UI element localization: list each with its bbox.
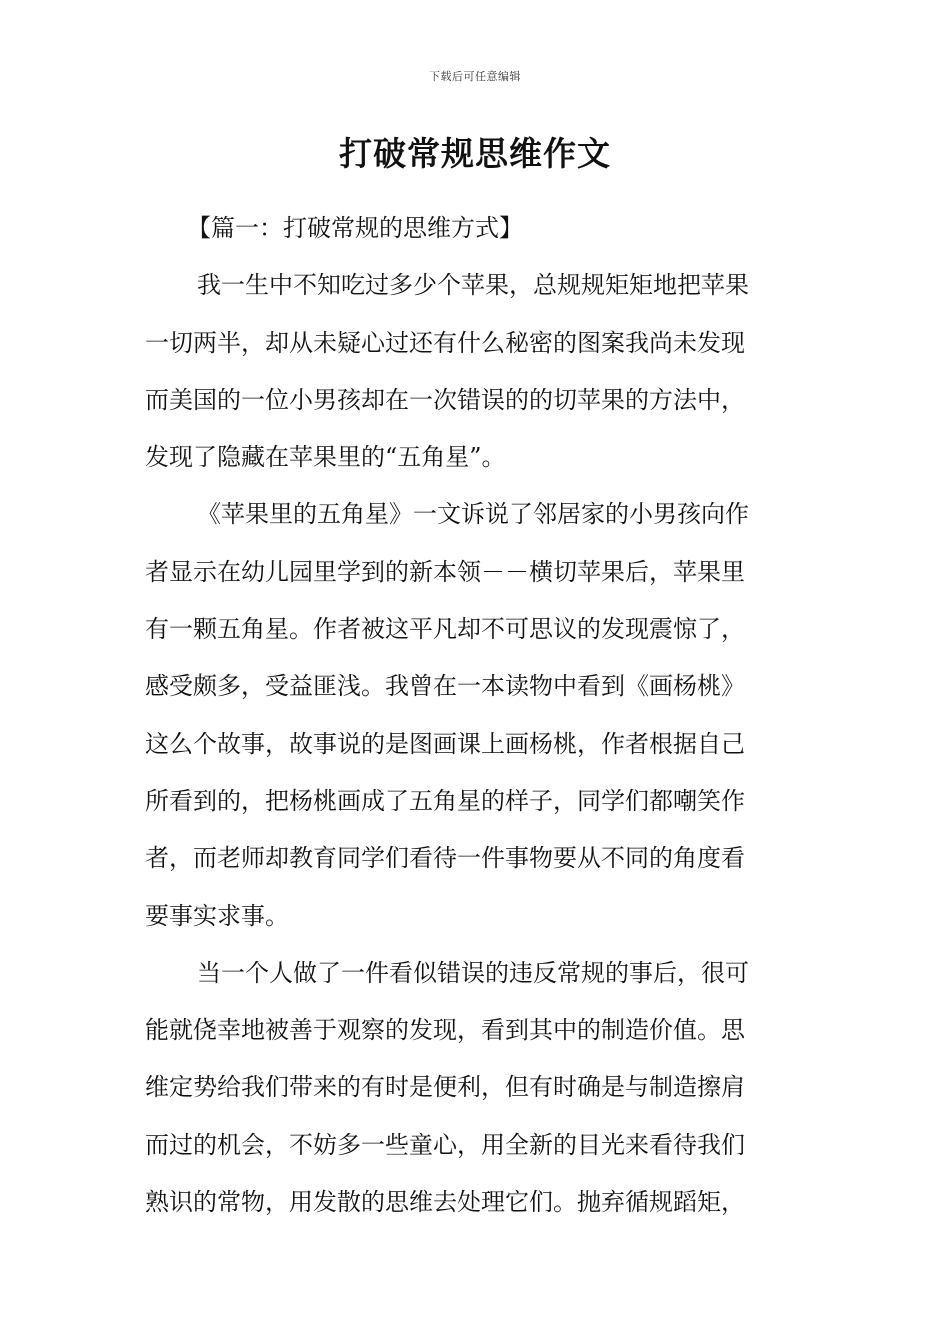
section-heading: 【篇一：打破常规的思维方式】 — [187, 214, 523, 242]
text-line: 熟识的常物，用发散的思维去处理它们。抛弃循规蹈矩， — [145, 1188, 745, 1217]
text-line: 而美国的一位小男孩却在一次错误的的切苹果的方法中， — [145, 385, 745, 414]
document-title: 打破常规思维作文 — [339, 134, 611, 173]
paragraph — [145, 486, 807, 944]
paragraph — [145, 257, 807, 486]
text-line: 能就侥幸地被善于观察的发现，看到其中的制造价值。思 — [145, 1016, 745, 1045]
text-line: 所看到的，把杨桃画成了五角星的样子，同学们都嘲笑作 — [145, 786, 745, 815]
text-line: 感受颇多，受益匪浅。我曾在一本读物中看到《画杨桃》 — [145, 672, 745, 701]
text-line: 维定势给我们带来的有时是便利，但有时确是与制造擦肩 — [145, 1073, 745, 1102]
text-line: 一切两半，却从未疑心过还有什么秘密的图案我尚未发现 — [145, 328, 745, 357]
text-line: 而过的机会，不妨多一些童心，用全新的目光来看待我们 — [145, 1130, 745, 1159]
text-line: 要事实求事。 — [145, 901, 289, 930]
text-line: 者，而老师却教育同学们看待一件事物要从不同的角度看 — [145, 844, 745, 873]
text-line: 有一颗五角星。作者被这平凡却不可思议的发现震惊了， — [145, 615, 745, 644]
document-body — [145, 200, 807, 1231]
paragraph — [145, 945, 807, 1231]
header-note: 下载后可任意编辑 — [429, 70, 521, 83]
text-line: 这么个故事，故事说的是图画课上画杨桃，作者根据自己 — [145, 729, 745, 758]
text-line: 发现了隐藏在苹果里的“五角星”。 — [145, 443, 506, 472]
text-line: 《苹果里的五角星》一文诉说了邻居家的小男孩向作 — [197, 500, 749, 529]
text-line: 者显示在幼儿园里学到的新本领－－横切苹果后，苹果里 — [145, 557, 745, 586]
text-line: 当一个人做了一件看似错误的违反常规的事后，很可 — [197, 958, 749, 987]
text-line: 我一生中不知吃过多少个苹果，总规规矩矩地把苹果 — [197, 271, 749, 300]
